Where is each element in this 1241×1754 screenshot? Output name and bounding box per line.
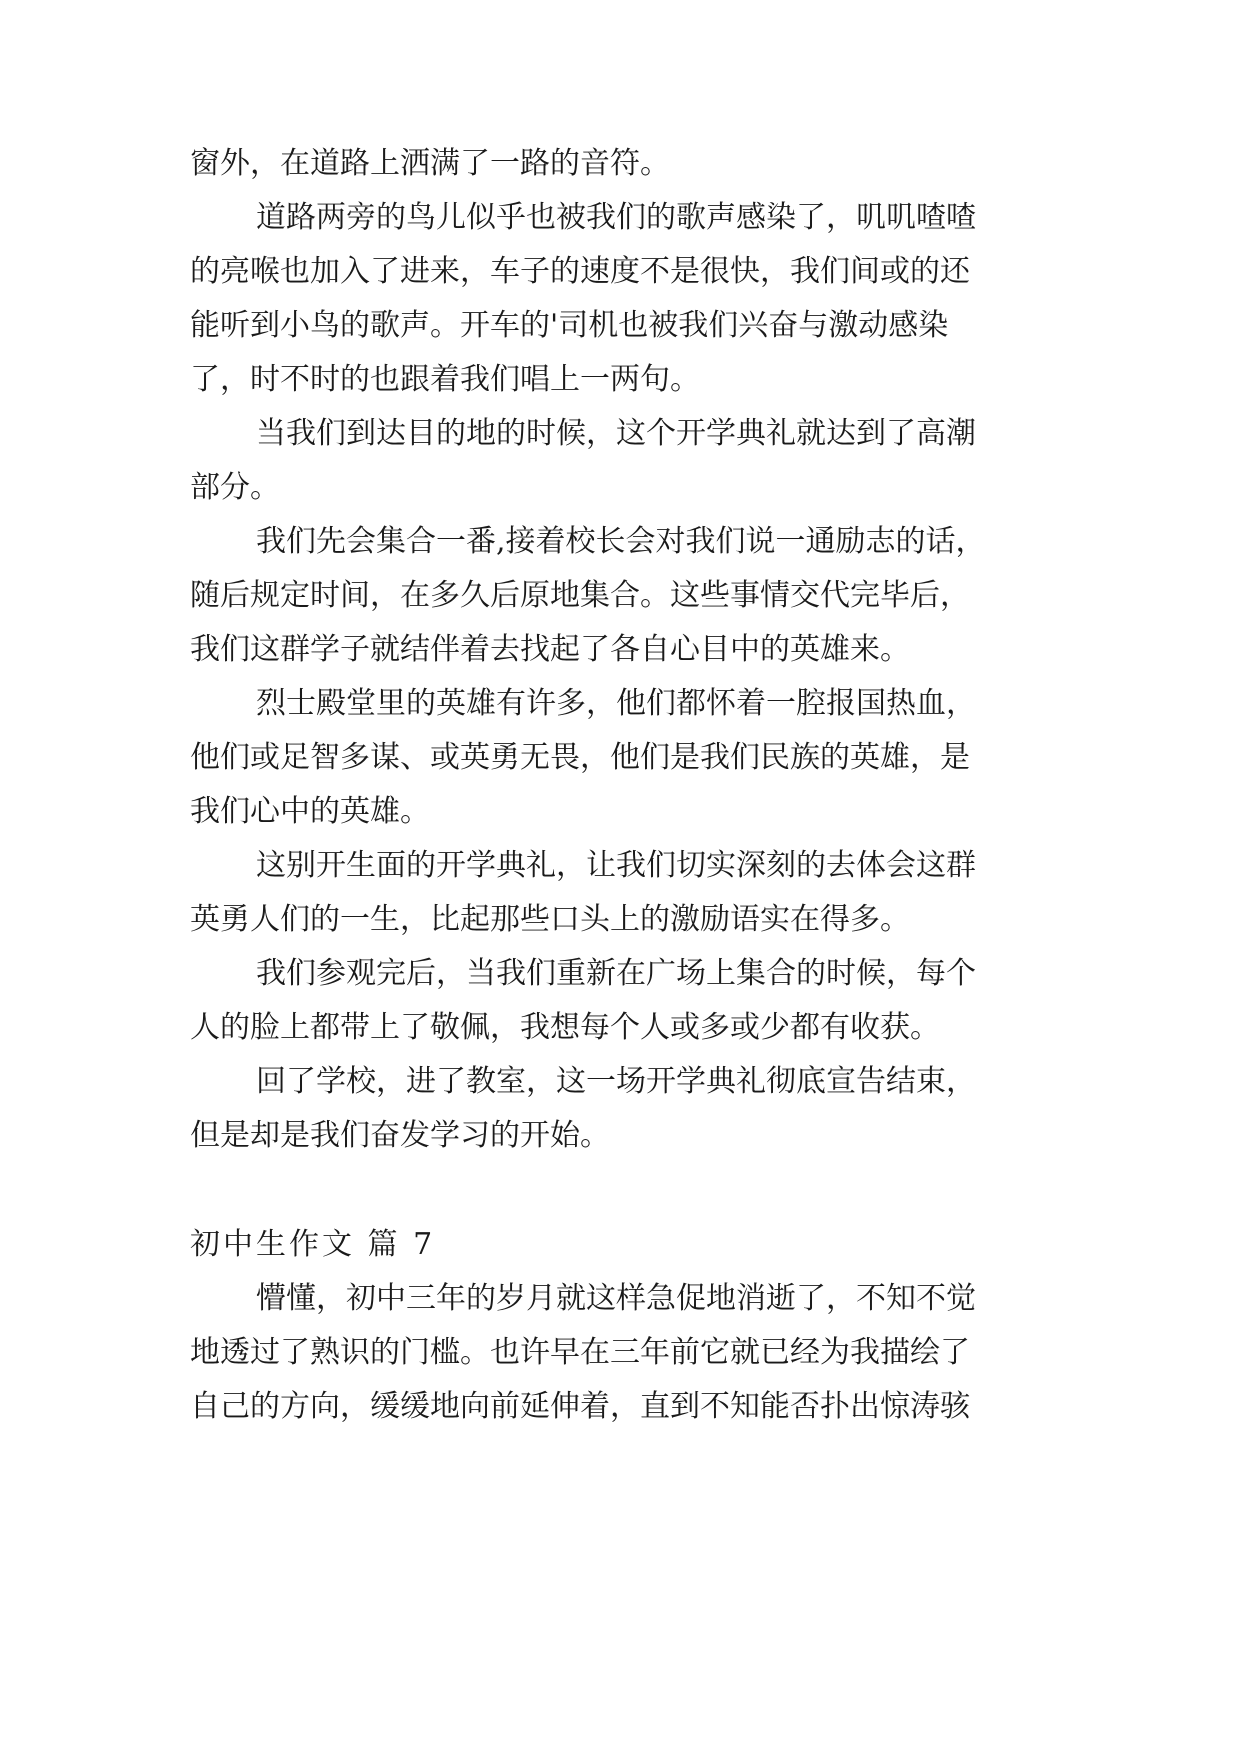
- paragraph-line: 部分。: [190, 470, 280, 505]
- paragraph-line: 的亮喉也加入了进来，车子的速度不是很快，我们间或的还: [190, 254, 970, 289]
- paragraph-line: 我们心中的英雄。: [190, 794, 430, 829]
- paragraph-line: 自己的方向，缓缓地向前延伸着，直到不知能否扑出惊涛骇: [190, 1389, 970, 1424]
- paragraph-line: 窗外，在道路上洒满了一路的音符。: [190, 146, 670, 181]
- paragraph-line: 当我们到达目的地的时候，这个开学典礼就达到了高潮: [256, 416, 976, 451]
- paragraph-line: 我们这群学子就结伴着去找起了各自心目中的英雄来。: [190, 632, 910, 667]
- paragraph-line: 烈士殿堂里的英雄有许多，他们都怀着一腔报国热血，: [256, 686, 976, 721]
- paragraph-line: 了，时不时的也跟着我们唱上一两句。: [190, 362, 700, 397]
- paragraph-line: 回了学校，进了教室，这一场开学典礼彻底宣告结束，: [256, 1064, 976, 1099]
- paragraph-line: 地透过了熟识的门槛。也许早在三年前它就已经为我描绘了: [190, 1335, 970, 1370]
- paragraph-line: 懵懂，初中三年的岁月就这样急促地消逝了，不知不觉: [256, 1281, 976, 1316]
- paragraph-line: 随后规定时间，在多久后原地集合。这些事情交代完毕后，: [190, 578, 970, 613]
- paragraph-line: 我们先会集合一番,接着校长会对我们说一通励志的话，: [256, 524, 986, 559]
- paragraph-line: 人的脸上都带上了敬佩，我想每个人或多或少都有收获。: [190, 1010, 940, 1045]
- section-title: 初中生作文 篇 7: [190, 1227, 436, 1262]
- paragraph-line: 道路两旁的鸟儿似乎也被我们的歌声感染了，叽叽喳喳: [256, 200, 976, 235]
- paragraph-line: 他们或足智多谋、或英勇无畏，他们是我们民族的英雄，是: [190, 740, 970, 775]
- paragraph-line: 但是却是我们奋发学习的开始。: [190, 1118, 610, 1153]
- paragraph-line: 这别开生面的开学典礼，让我们切实深刻的去体会这群: [256, 848, 976, 883]
- paragraph-line: 英勇人们的一生，比起那些口头上的激励语实在得多。: [190, 902, 910, 937]
- paragraph-line: 我们参观完后，当我们重新在广场上集合的时候，每个: [256, 956, 976, 991]
- paragraph-line: 能听到小鸟的歌声。开车的'司机也被我们兴奋与激动感染: [190, 308, 949, 343]
